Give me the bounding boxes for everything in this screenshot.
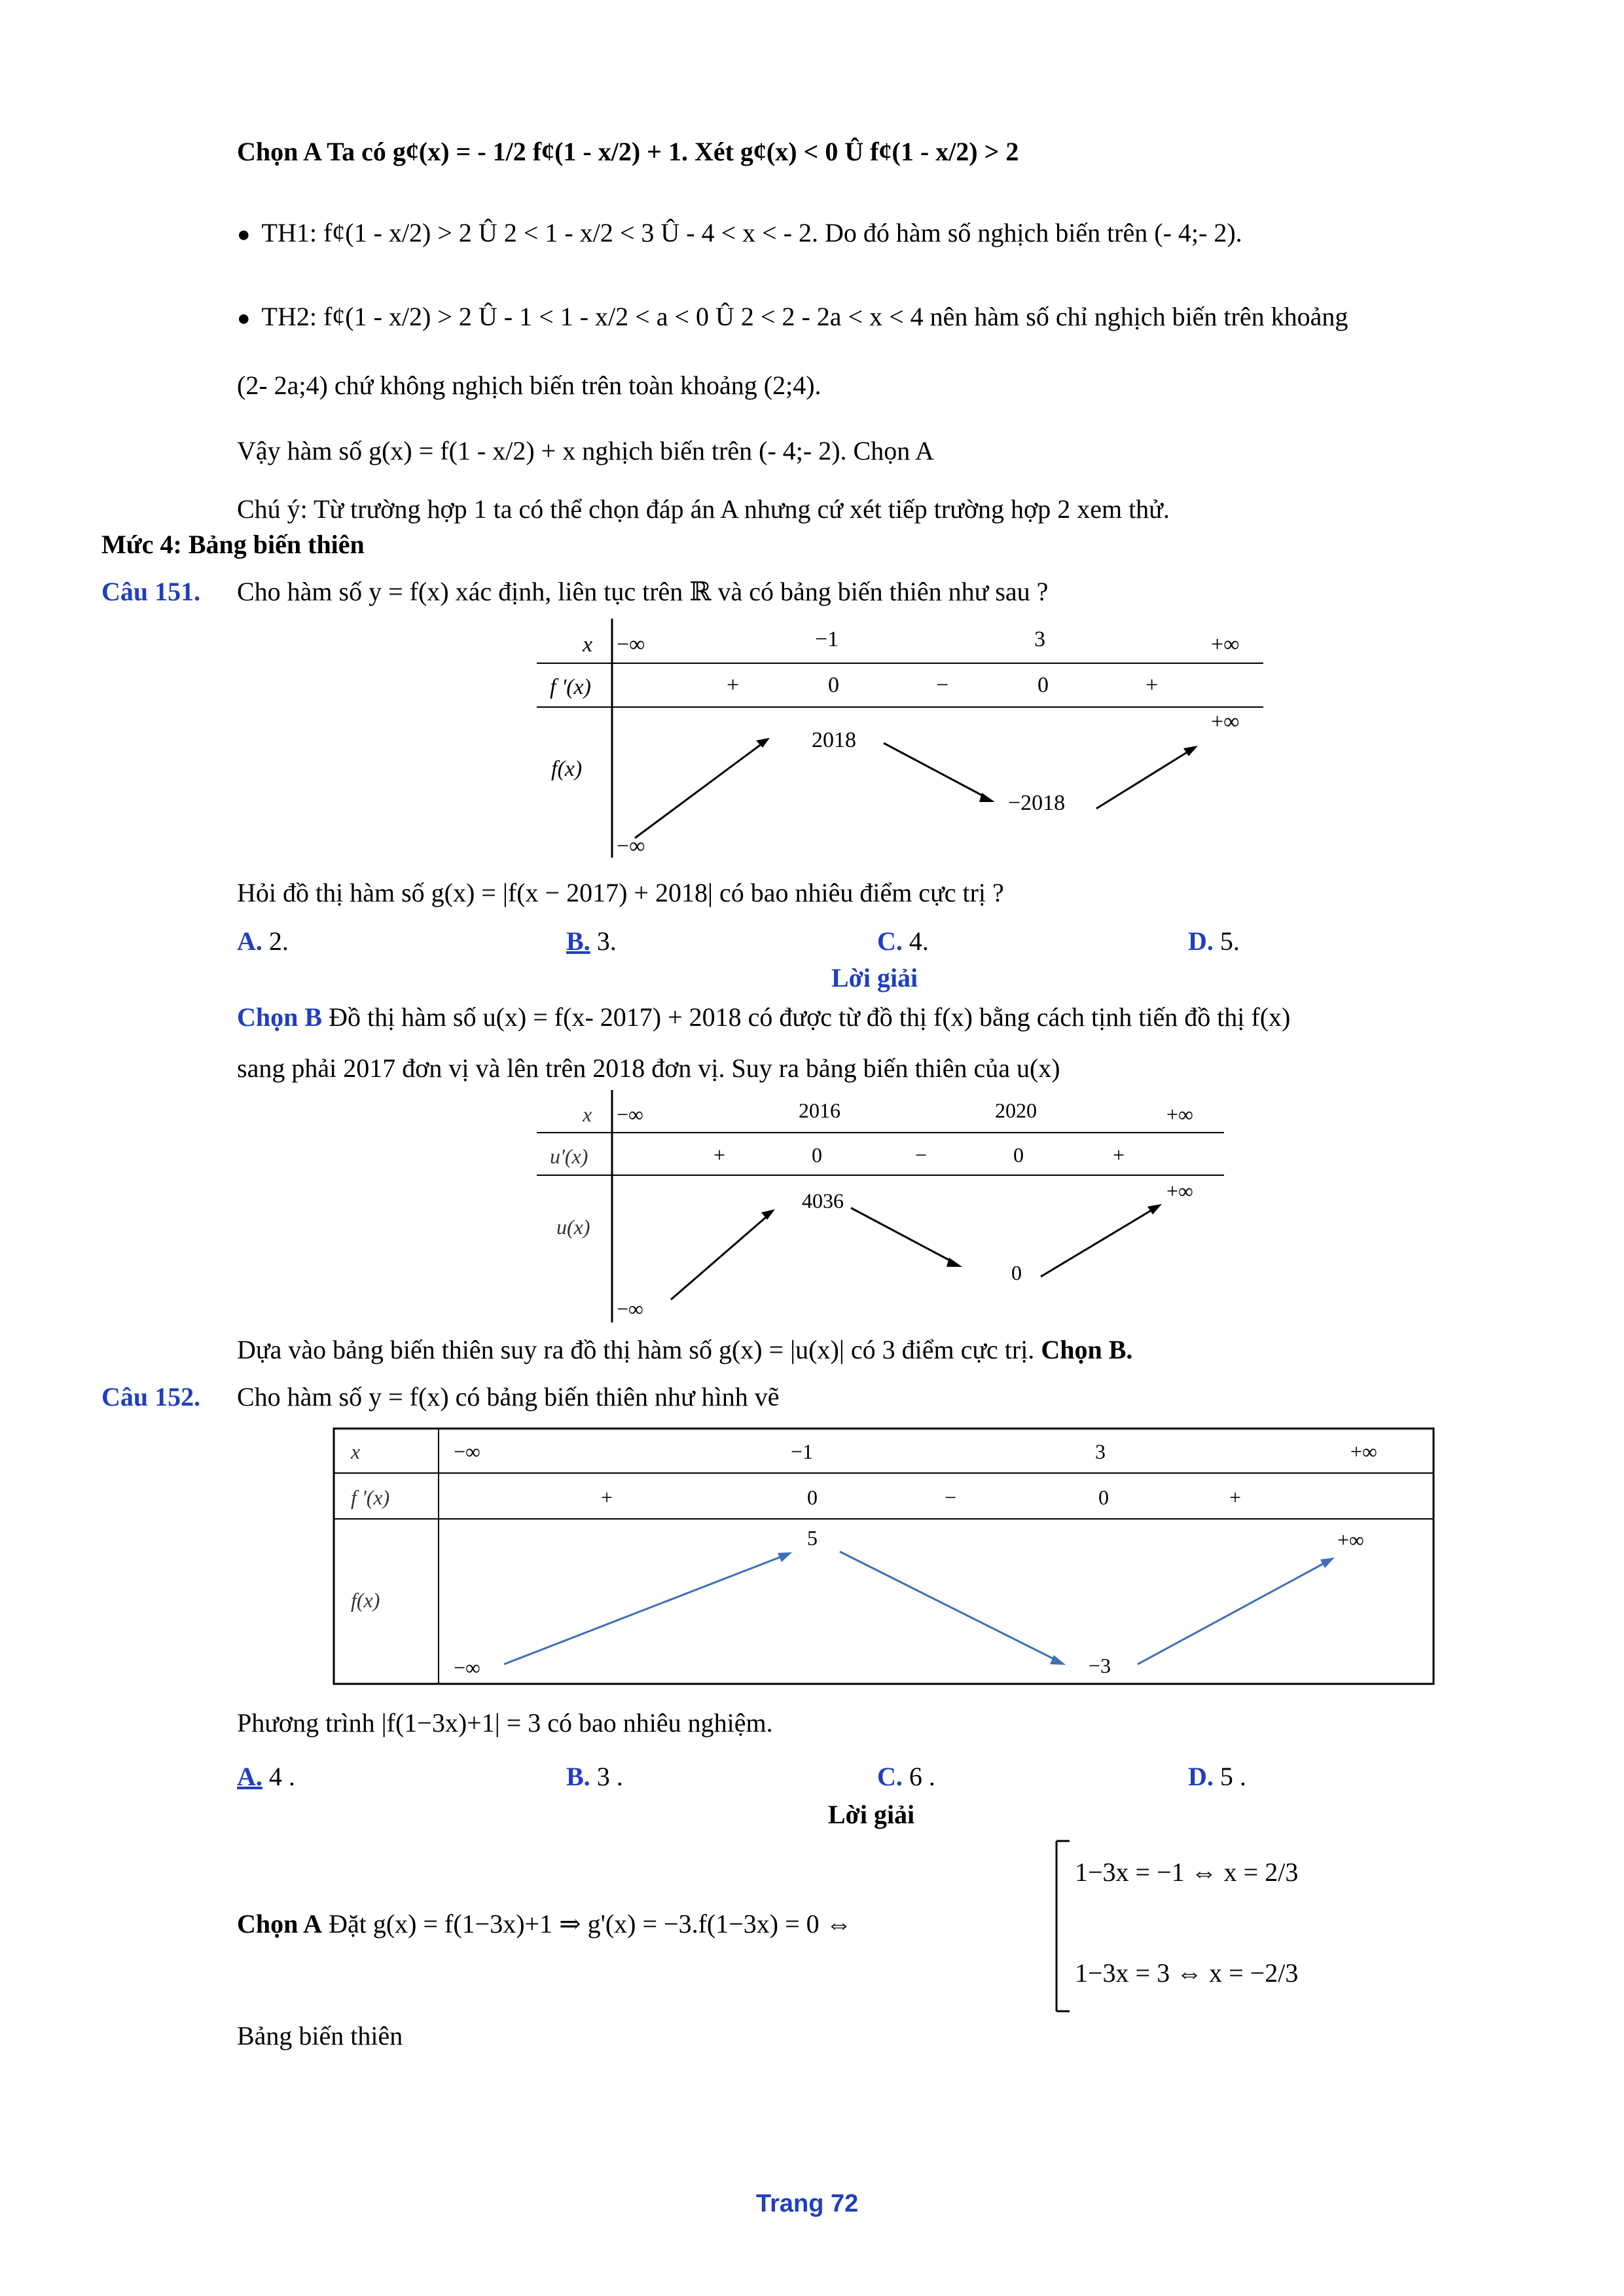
x-value: 2020 [995, 1099, 1037, 1122]
x-value: −∞ [617, 632, 645, 657]
sign-value: + [727, 673, 740, 697]
f-value: −3 [1089, 1654, 1111, 1677]
table-x-label: x [351, 1440, 361, 1463]
choice-marker: Chọn B [237, 1002, 323, 1032]
table-fp-label: u'(x) [550, 1144, 588, 1168]
arrow-head-icon [778, 1552, 792, 1562]
option-text: 4 . [262, 1762, 295, 1791]
option-text: 3 . [590, 1762, 623, 1791]
q152-stem: Cho hàm số y = f(x) có bảng biến thiên như hình vẽ [237, 1382, 780, 1412]
arrow-head-icon [1320, 1558, 1335, 1568]
q151-option-c[interactable] [877, 926, 929, 957]
option-letter: D. [1188, 1762, 1214, 1791]
intro-line-4: (2- 2a;4) chứ không nghịch biến trên toàn khoảng (2;4). [237, 371, 821, 400]
sign-value: 0 [1098, 1485, 1109, 1509]
sign-value: − [936, 673, 949, 697]
sign-value: + [1146, 673, 1159, 697]
section-heading: Mức 4: Bảng biến thiên [101, 530, 365, 559]
increase-arrow [504, 1556, 784, 1664]
sign-value: + [1229, 1485, 1242, 1509]
f-value: −∞ [617, 1297, 643, 1321]
q151-solution-line-2: sang phải 2017 đơn vị và lên trên 2018 đơn vị. Suy ra bảng biến thiên của u(x) [237, 1053, 1060, 1083]
q151-stem: Cho hàm số y = f(x) xác định, liên tục trên ℝ và có bảng biến thiên như sau ? [237, 577, 1049, 606]
f-value: +∞ [1166, 1179, 1193, 1203]
table-x-label: x [583, 632, 593, 657]
intro-note: Chú ý: Từ trường hợp 1 ta có thể chọn đáp án A nhưng cứ xét tiếp trường hợp 2 xem thử. [237, 494, 1170, 524]
q152-variation-table [333, 1427, 1439, 1689]
intro-line-1 [237, 136, 1019, 168]
x-value: 3 [1095, 1440, 1106, 1463]
f-value: +∞ [1337, 1528, 1364, 1552]
table-fp-label: f '(x) [351, 1485, 390, 1509]
q151-conclusion [237, 1334, 1132, 1366]
q152-option-d[interactable] [1188, 1761, 1246, 1793]
q151-conclusion-choice: Chọn B. [1041, 1335, 1133, 1364]
sign-value: 0 [812, 1143, 822, 1167]
q151-variation-table [537, 619, 1276, 867]
q151-solution-title: Lời giải [831, 963, 918, 993]
decrease-arrow [851, 1208, 956, 1264]
sign-value: − [915, 1143, 928, 1167]
increase-arrow [671, 1214, 769, 1300]
x-value: −1 [791, 1440, 814, 1463]
page-number: Trang 72 [756, 2190, 859, 2217]
increase-arrow [1096, 750, 1191, 809]
q151-label: Câu 151. [101, 577, 201, 606]
sign-value: − [945, 1485, 957, 1509]
case-1: 1−3x = −1 ⇔ x = 2/3 [1075, 1857, 1299, 1887]
option-letter: C. [877, 926, 903, 956]
table-f-label: f(x) [551, 757, 583, 781]
arrow-head-icon [947, 1258, 962, 1267]
f-value: 0 [1011, 1261, 1022, 1285]
increase-arrow [1041, 1208, 1155, 1277]
option-text: 5 . [1213, 1762, 1246, 1791]
x-value: +∞ [1211, 632, 1240, 657]
x-value: −1 [815, 627, 839, 651]
option-letter: A. [237, 926, 262, 956]
case-2: 1−3x = 3 ⇔ x = −2/3 [1075, 1958, 1299, 1988]
q151-option-a[interactable] [237, 926, 289, 957]
arrow-head-icon [1147, 1204, 1162, 1214]
case-bracket [1053, 1838, 1072, 2015]
option-text: 5. [1213, 926, 1240, 956]
option-letter: A. [237, 1762, 262, 1791]
f-value: −2018 [1008, 791, 1066, 815]
choice-marker: Chọn A [237, 1909, 323, 1939]
q152-option-b[interactable] [566, 1761, 623, 1793]
intro-line-2 [237, 217, 1242, 251]
option-text: 6 . [902, 1762, 935, 1791]
q151-question: Hỏi đồ thị hàm số g(x) = |f(x − 2017) + 2018| có bao nhiêu điểm cực trị ? [237, 878, 1004, 907]
f-value: 5 [807, 1526, 818, 1550]
arrow-head-icon [1050, 1655, 1066, 1665]
increase-arrow [1138, 1561, 1327, 1664]
x-value: 3 [1034, 627, 1045, 651]
sign-value: 0 [1013, 1143, 1024, 1167]
option-text: 4. [902, 926, 929, 956]
f-value: −∞ [617, 834, 645, 858]
intro-line-1-text: Chọn A Ta có g¢(x) = - 1/2 f¢(1 - x/2) + 1. Xét g¢(x) < 0 Û f¢(1 - x/2) > 2 [237, 137, 1019, 166]
q152-label: Câu 152. [101, 1382, 201, 1412]
sign-value: + [713, 1143, 726, 1167]
table-x-label: x [583, 1102, 592, 1126]
increase-arrow [635, 742, 765, 838]
table-f-label: f(x) [351, 1588, 380, 1612]
sign-value: 0 [807, 1485, 818, 1509]
option-letter: B. [566, 926, 590, 956]
q151-conclusion-text: Dựa vào bảng biến thiên suy ra đồ thị hàm số g(x) = |u(x)| có 3 điểm cực trị. [237, 1335, 1041, 1364]
bullet-icon: ● [237, 306, 262, 331]
sign-value: + [601, 1485, 613, 1509]
intro-line-5: Vậy hàm số g(x) = f(1 - x/2) + x nghịch biến trên (- 4;- 2). Chọn A [237, 436, 934, 465]
bullet-icon: ● [237, 223, 262, 247]
q152-question: Phương trình |f(1−3x)+1| = 3 có bao nhiêu nghiệm. [237, 1708, 773, 1738]
sign-value: + [1113, 1143, 1125, 1167]
q152-option-a[interactable] [237, 1761, 295, 1793]
decrease-arrow [840, 1552, 1059, 1662]
sign-value: 0 [828, 673, 839, 697]
option-text: 2. [262, 926, 289, 956]
option-letter: D. [1188, 926, 1214, 956]
q152-sol-text: Đặt g(x) = f(1−3x)+1 ⇒ g'(x) = −3.f(1−3x) = 0 ⇔ [322, 1909, 852, 1939]
option-letter: B. [566, 1762, 590, 1791]
sign-value: 0 [1038, 673, 1049, 697]
arrow-head-icon [761, 1209, 775, 1220]
f-value: 4036 [802, 1189, 844, 1212]
q151-option-b[interactable] [566, 926, 617, 957]
q152-after: Bảng biến thiên [237, 2021, 403, 2050]
option-letter: C. [877, 1762, 903, 1791]
x-value: −∞ [617, 1102, 643, 1126]
q152-solution-line [237, 1908, 852, 1940]
q152-option-c[interactable] [877, 1761, 935, 1793]
q151-solution-line-1 [237, 1002, 1290, 1033]
arrow-head-icon [1183, 746, 1198, 756]
x-value: +∞ [1350, 1440, 1377, 1463]
x-value: 2016 [799, 1099, 840, 1122]
q151-solution-table [537, 1090, 1231, 1329]
table-fp-label: f '(x) [550, 675, 591, 699]
x-value: +∞ [1166, 1102, 1193, 1126]
x-value: −∞ [454, 1440, 480, 1463]
q152-solution-title: Lời giải [828, 1800, 915, 1829]
f-value: −∞ [454, 1656, 480, 1679]
f-value: 2018 [812, 728, 856, 752]
q151-option-d[interactable] [1188, 926, 1240, 957]
intro-line-2-text: TH1: f¢(1 - x/2) > 2 Û 2 < 1 - x/2 < 3 Û - 4 < x < - 2. Do đó hàm số nghịch biến trên (- 4;- 2). [261, 218, 1242, 247]
decrease-arrow [884, 743, 988, 799]
table-f-label: u(x) [556, 1215, 590, 1239]
q151-sol-text: Đồ thị hàm số u(x) = f(x- 2017) + 2018 có được từ đồ thị f(x) bằng cách tịnh tiến đồ thị f(x) [322, 1002, 1291, 1032]
option-text: 3. [590, 926, 617, 956]
intro-line-3-text: TH2: f¢(1 - x/2) > 2 Û - 1 < 1 - x/2 < a < 0 Û 2 < 2 - 2a < x < 4 nên hàm số chỉ nghịch biến trên khoảng [261, 302, 1348, 331]
intro-line-3 [237, 301, 1348, 335]
arrow-head-icon [979, 793, 995, 802]
f-value: +∞ [1211, 710, 1240, 734]
